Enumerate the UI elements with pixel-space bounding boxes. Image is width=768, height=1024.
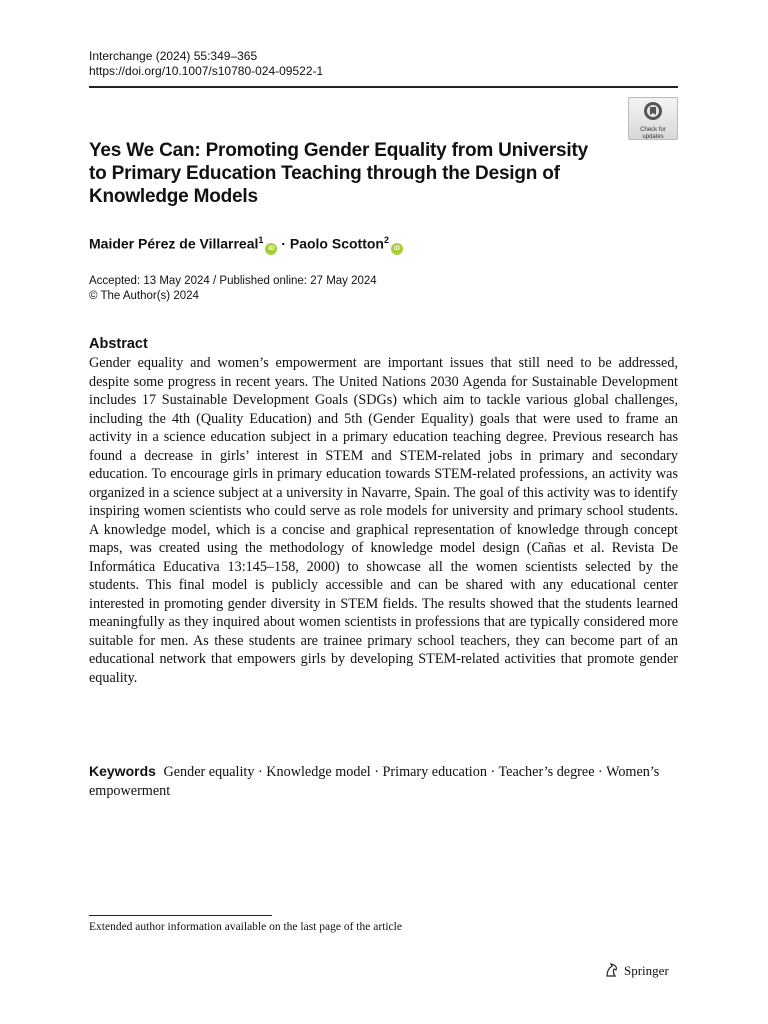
abstract-heading: Abstract	[89, 336, 148, 352]
journal-line: Interchange (2024) 55:349–365	[89, 49, 258, 63]
journal-citation	[89, 49, 323, 79]
header-rule	[89, 86, 678, 88]
keywords	[89, 762, 678, 800]
footnote: Extended author information available on the last page of the article	[89, 921, 402, 933]
author-affiliation: 2	[383, 235, 389, 245]
doi-link[interactable]: https://doi.org/10.1007/s10780-024-09522-1	[89, 64, 324, 78]
abstract-body: Gender equality and women’s empowerment are important issues that still need to be addressed, despite some progress in recent years. The United Nations 2030 Agenda for Sustainable Development includes 17 Sustainable Development Goals (SDGs) which aim to tackle various global challenges, including the 4th (Quality Education) and 5th (Gender Equality) goals that were used to frame an activity in a science education subject in a primary education teaching degree. Previous research has found a decrease in girls’ interest in STEM and STEM-related jobs in primary and secondary education. To encourage girls in primary education towards STEM-related professions, an activity was organized in a science subject at a university in Navarre, Spain. The goal of this activity was to identify inspiring women scientists who could serve as role models for university and primary school students. A knowledge model, which is a concise and graphical representation of knowledge through concept maps, was created using the methodology of knowledge model design (Cañas et al. Revista De Informática Educativa 13:145–158, 2000) to showcase all the women scientists selected by the students. This final model is publicly accessible and can be shared with any educational center interested in promoting gender diversity in STEM fields. The results showed that the students learned meaningfully as they inquired about women scientists in professions that are typically considered more suitable for men. As these students are trainee primary school teachers, they can become part of an educational network that empowers girls by developing STEM-related activities that promote gender equality.	[89, 355, 678, 686]
author-separator: ·	[277, 235, 290, 252]
check-for-updates-icon	[629, 101, 677, 126]
badge-line-1: Check for	[640, 127, 666, 133]
publisher-logo	[604, 962, 669, 979]
keywords-label: Keywords	[89, 763, 156, 779]
publication-dates	[89, 274, 377, 304]
copyright-line: © The Author(s) 2024	[89, 290, 199, 302]
badge-line-2: updates	[642, 134, 664, 140]
springer-horse-icon	[604, 962, 620, 978]
footnote-rule	[89, 915, 272, 916]
article-title: Yes We Can: Promoting Gender Equality from University to Primary Education Teaching through the Design of Knowledge Models	[89, 140, 588, 207]
author-name[interactable]: Maider Pérez de Villarreal	[89, 235, 259, 252]
keywords-list: Gender equality · Knowledge model · Primary education · Teacher’s degree · Women’s empowerment	[89, 764, 660, 799]
publisher-name: Springer	[624, 963, 669, 978]
orcid-icon[interactable]: iD	[265, 243, 277, 255]
accepted-published-line: Accepted: 13 May 2024 / Published online: 27 May 2024	[89, 275, 377, 287]
check-for-updates-badge[interactable]	[628, 97, 678, 140]
author-list	[89, 231, 403, 255]
orcid-icon[interactable]: iD	[391, 243, 403, 255]
author-affiliation: 1	[258, 235, 264, 245]
author-name[interactable]: Paolo Scotton	[289, 235, 384, 252]
